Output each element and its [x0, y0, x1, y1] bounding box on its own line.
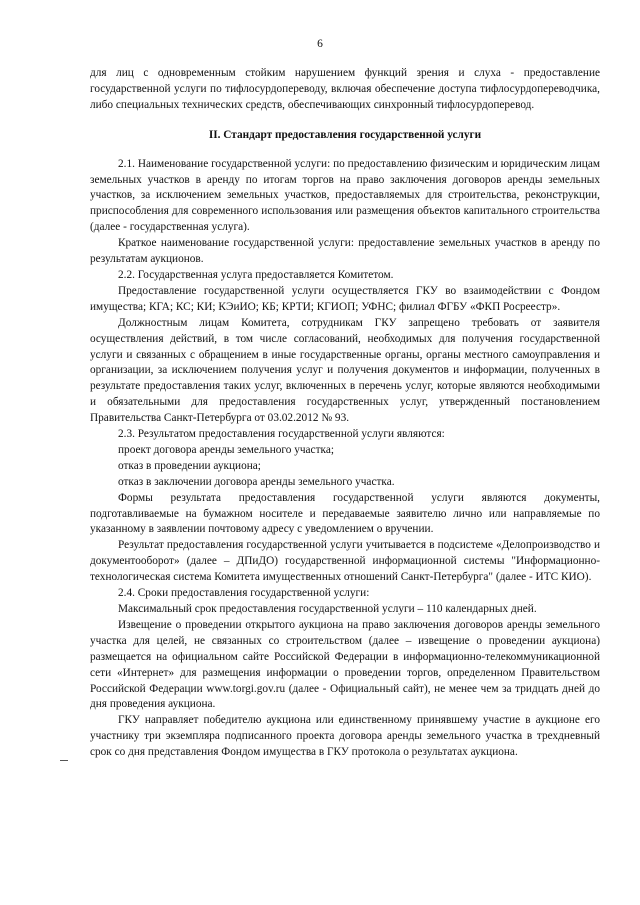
paragraph: 2.3. Результатом предоставления государственной услуги являются: [118, 428, 445, 441]
paragraph: Извещение о проведении открытого аукциона на право заключения договоров аренды земельного участка для целей, не связанных со строительством (далее – извещение о проведении аукциона) размещается на официальном сайте Российской Федерации в информационно-телекоммуникационной сети «Интернет» для размещения информации о проведении торгов, определенном Правительством Российской Федерации www.torgi.gov.ru (далее - Официальный сайт), не менее чем за тридцать дней до дня проведения аукциона. [90, 618, 600, 711]
paragraph: Максимальный срок предоставления государственной услуги – 110 календарных дней. [118, 603, 537, 615]
page-body [90, 66, 600, 761]
paragraph: 2.4. Сроки предоставления государственной услуги: [118, 587, 370, 600]
list-item: отказ в проведении аукциона; [118, 459, 261, 472]
margin-mark [60, 760, 68, 761]
section-heading: II. Стандарт предоставления государственной услуги [208, 128, 482, 141]
list-item: проект договора аренды земельного участка; [118, 443, 334, 456]
page-number: 6 [317, 38, 323, 50]
paragraph: Краткое наименование государственной услуги: предоставление земельных участков в аренду по результатам аукционов. [90, 237, 600, 266]
paragraph: 2.2. Государственная услуга предоставляется Комитетом. [118, 268, 394, 281]
paragraph: 2.1. Наименование государственной услуги: по предоставлению физическим и юридическим лицам земельных участков в аренду по итогам торгов на право заключения договоров аренды земельных участков, за исключением земельных участков, предоставляемых для строительства, реконструкции, приспособления для современного использования или размещения объектов капитального строительства (далее - государственная услуга). [90, 157, 600, 234]
paragraph: Должностным лицам Комитета, сотрудникам ГКУ запрещено требовать от заявителя осуществления действий, в том числе согласований, необходимых для получения государственной услуги и связанных с обращением в иные государственные органы, органы местного самоуправления и организации, за исключением получения услуг и получения документов и информации, полученных в результате предоставления таких услуг, включенных в перечень услуг, которые являются необходимыми и обязательными для предоставления государственных услуг, утвержденный постановлением Правительства Санкт-Петербурга от 03.02.2012 № 93. [90, 316, 600, 425]
paragraph: Предоставление государственной услуги осуществляется ГКУ во взаимодействии с Фондом имущества; КГА; КС; КИ; КЭиИО; КБ; КРТИ; КГИОП; УФНС; филиал ФГБУ «ФКП Росреестр». [90, 284, 600, 313]
intro-paragraph: для лиц с одновременным стойким нарушением функций зрения и слуха - предоставление государственной услуги по тифлосурдопереводу, включая обеспечение доступа тифлосурдопереводчика, либо специальных технических средств, обеспечивающих синхронный тифлосурдоперевод. [90, 67, 600, 111]
paragraph: ГКУ направляет победителю аукциона или единственному принявшему участие в аукционе его участнику три экземпляра подписанного проекта договора аренды земельного участка в трехдневный срок со дня представления Фондом имущества в ГКУ протокола о результатах аукциона. [90, 714, 600, 759]
paragraph: Результат предоставления государственной услуги учитывается в подсистеме «Делопроизводство и документооборот» (далее – ДПиДО) государственной информационной системы "Информационно-технологическая система Комитета имущественных отношений Санкт-Петербурга" (далее - ИТС КИО). [90, 539, 600, 584]
paragraph: Формы результата предоставления государственной услуги являются документы, подготавливаемые на бумажном носителе и передаваемые заявителю лично или направляемые по указанному в заявлении почтовому адресу с уведомлением о вручении. [90, 491, 600, 536]
list-item: отказ в заключении договора аренды земельного участка. [118, 475, 395, 488]
